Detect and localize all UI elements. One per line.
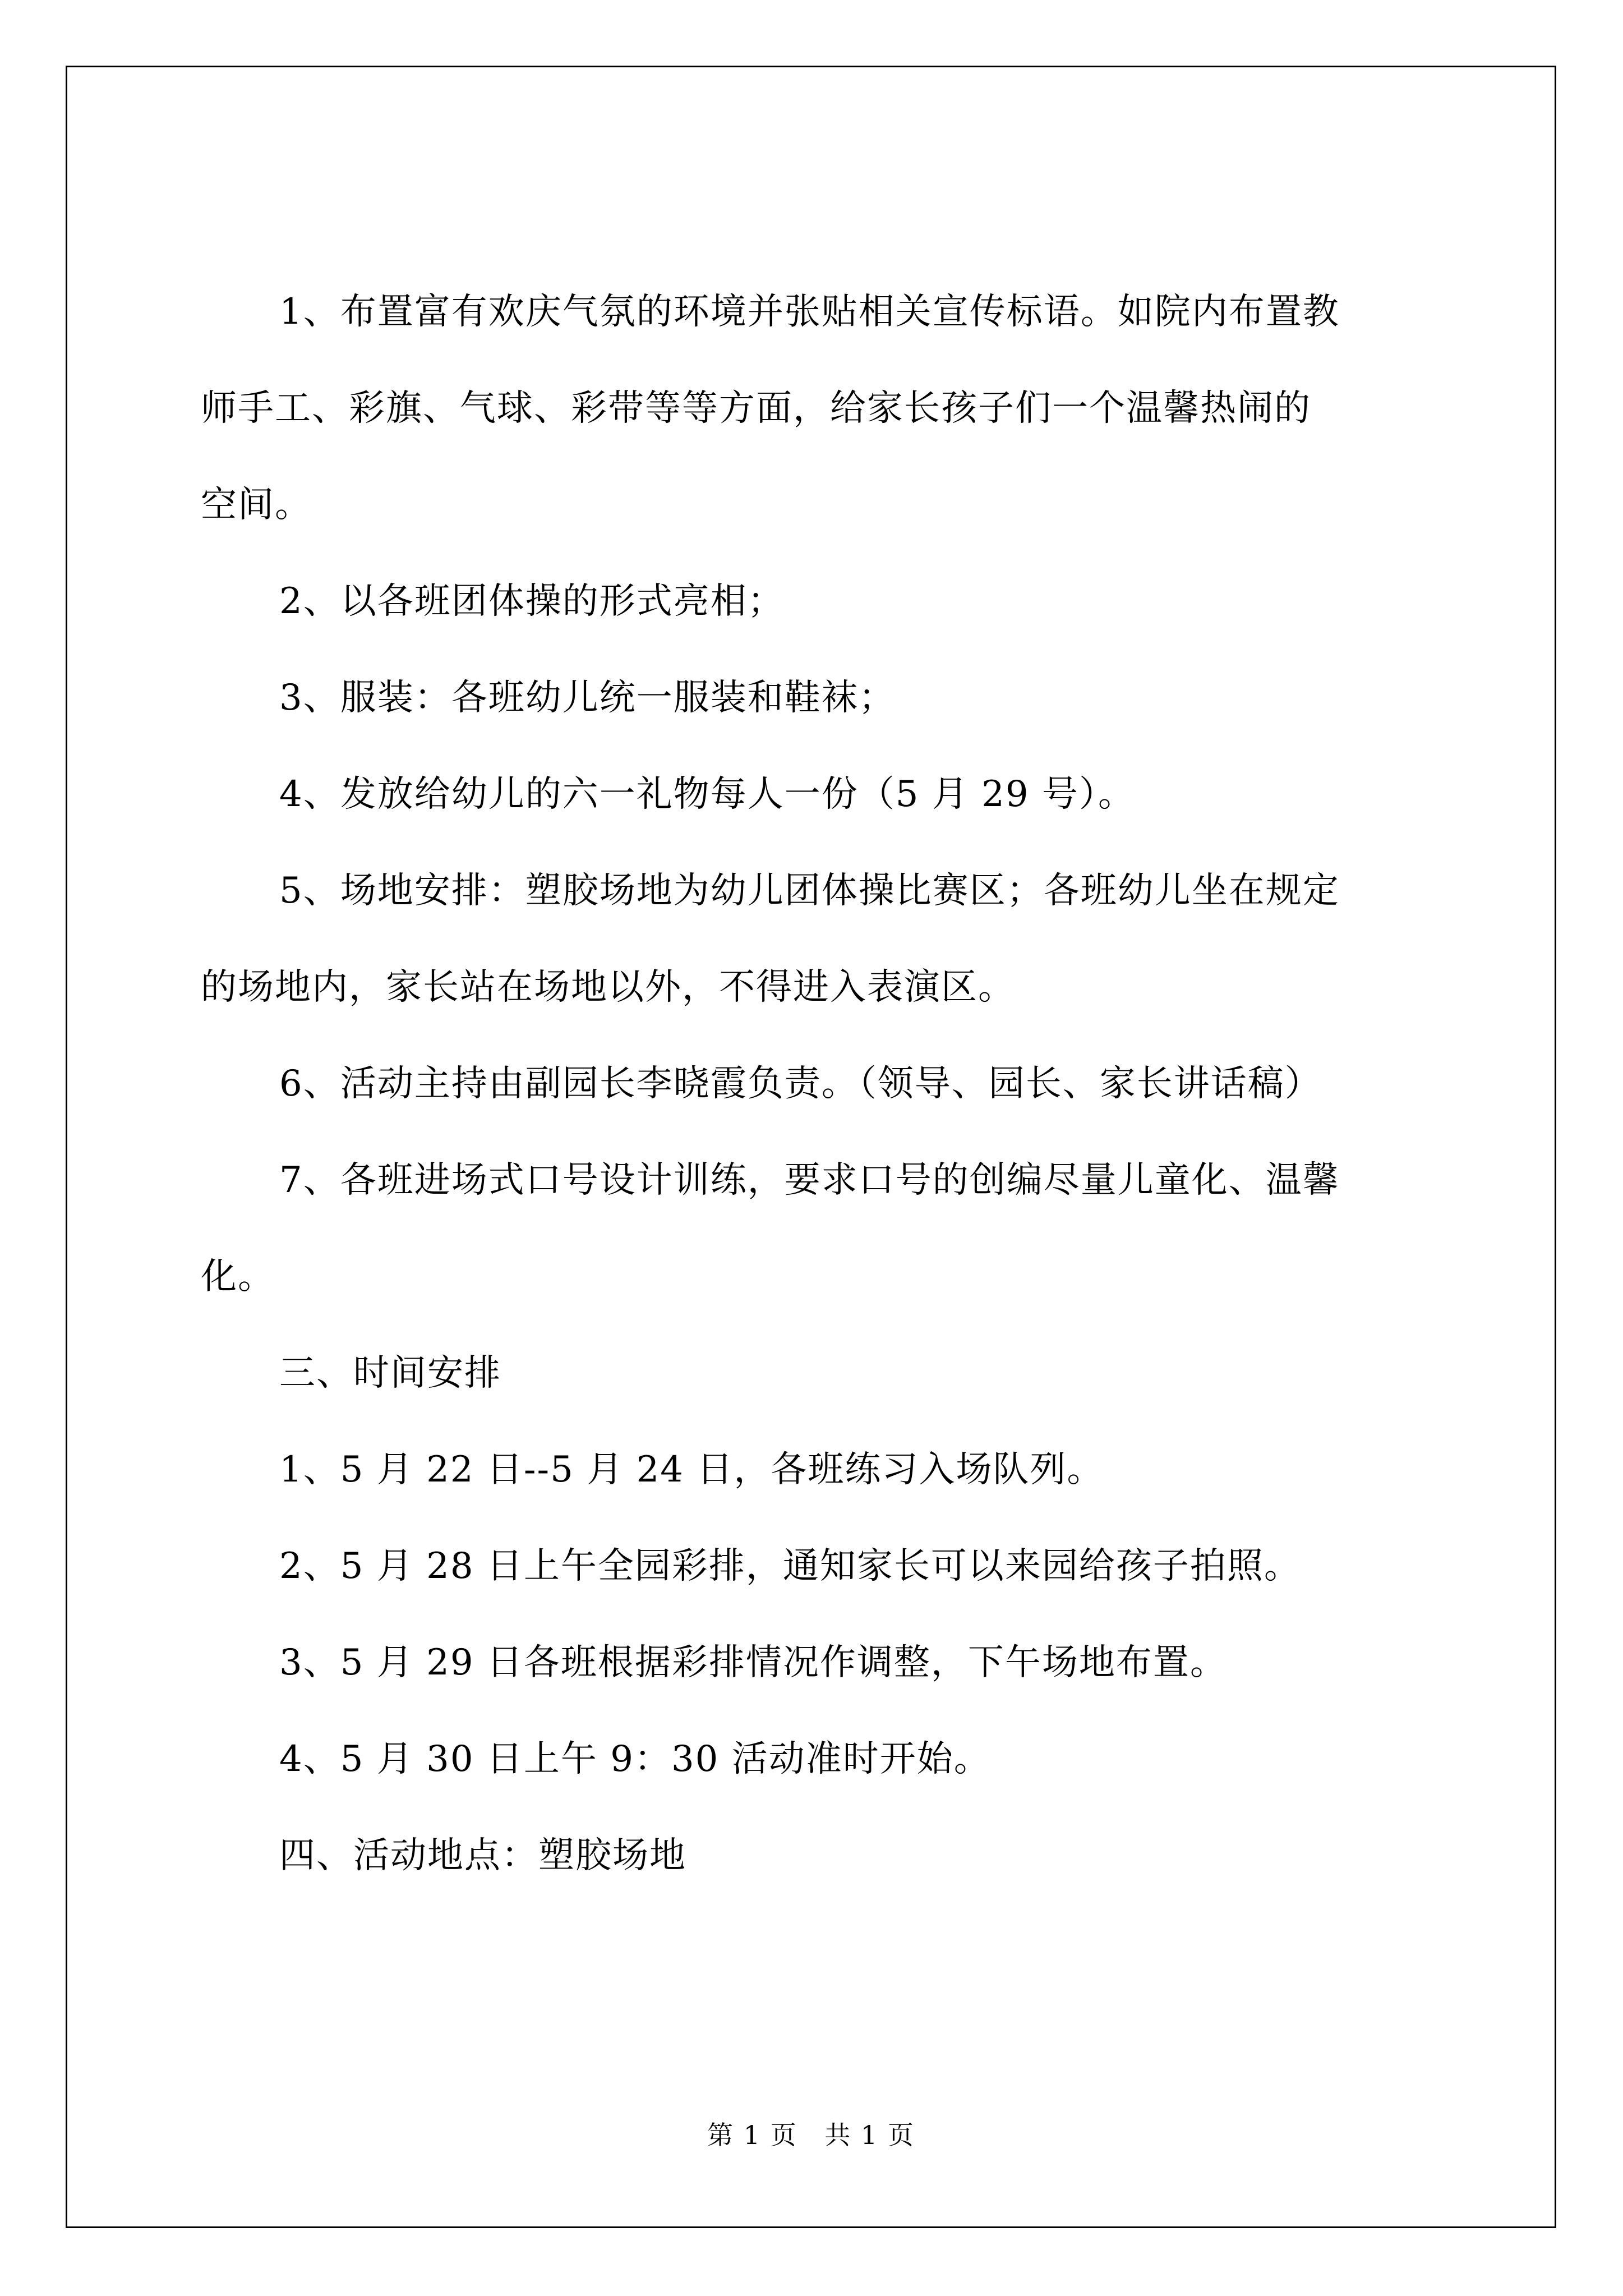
paragraph-line: 的场地内，家长站在场地以外，不得进入表演区。 bbox=[201, 967, 1015, 1008]
document-page bbox=[66, 66, 1556, 2228]
paragraph-line: 2、5 月 28 日上午全园彩排，通知家长可以来园给孩子拍照。 bbox=[279, 1545, 1301, 1587]
paragraph-line: 7、各班进场式口号设计训练，要求口号的创编尽量儿童化、温馨 bbox=[279, 1159, 1340, 1201]
paragraph-line: 4、5 月 30 日上午 9：30 活动准时开始。 bbox=[279, 1738, 991, 1780]
paragraph-line: 3、服装：各班幼儿统一服装和鞋袜； bbox=[279, 677, 896, 719]
page-footer bbox=[67, 2115, 1555, 2152]
document-body bbox=[201, 264, 1491, 1904]
paragraph-line: 师手工、彩旗、气球、彩带等等方面，给家长孩子们一个温馨热闹的 bbox=[201, 388, 1311, 429]
section-heading: 四、活动地点：塑胶场地 bbox=[279, 1835, 686, 1876]
page-number: 第 1 页 bbox=[707, 2120, 797, 2150]
paragraph-line: 2、以各班团体操的形式亮相； bbox=[279, 581, 785, 622]
paragraph-line: 6、活动主持由副园长李晓霞负责。（领导、园长、家长讲话稿） bbox=[279, 1063, 1322, 1105]
paragraph-line: 1、布置富有欢庆气氛的环境并张贴相关宣传标语。如院内布置教 bbox=[279, 291, 1340, 333]
page-total: 共 1 页 bbox=[824, 2120, 915, 2150]
paragraph-line: 5、场地安排：塑胶场地为幼儿团体操比赛区；各班幼儿坐在规定 bbox=[279, 870, 1340, 912]
section-heading: 三、时间安排 bbox=[279, 1352, 501, 1394]
paragraph-line: 4、发放给幼儿的六一礼物每人一份（5 月 29 号）。 bbox=[279, 774, 1135, 815]
paragraph-line: 3、5 月 29 日各班根据彩排情况作调整，下午场地布置。 bbox=[279, 1642, 1227, 1683]
paragraph-line: 1、5 月 22 日--5 月 24 日，各班练习入场队列。 bbox=[279, 1449, 1104, 1490]
paragraph-line: 化。 bbox=[201, 1256, 275, 1297]
paragraph-line: 空间。 bbox=[201, 484, 312, 526]
